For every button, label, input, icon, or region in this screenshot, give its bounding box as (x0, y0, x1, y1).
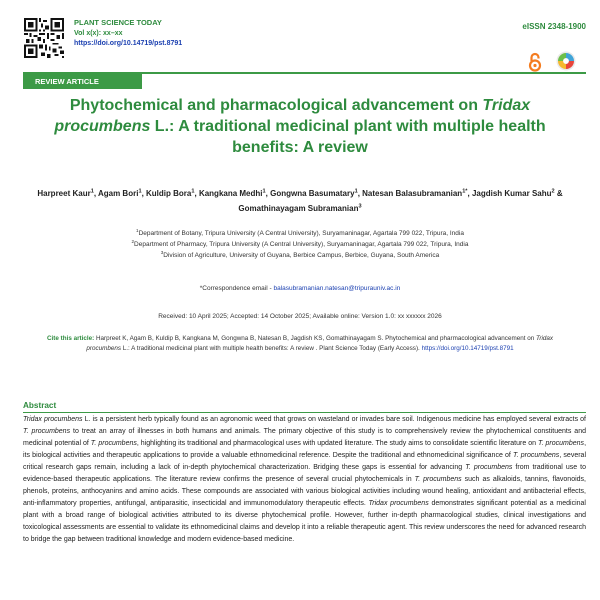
citation-species: Tridax procumbens (86, 335, 553, 352)
author: Kuldip Bora$^1$, (146, 188, 199, 198)
abstract-divider (23, 412, 586, 413)
correspondence-email-link[interactable]: balasubramanian.natesan@tripurauniv.ac.in (273, 285, 401, 292)
affiliation: $^1$Department of Botany, Tripura University (A Central University), Suryamaninagar, Agartala 799 022, Tripura, India (136, 227, 464, 237)
publication-dates: Received: 10 April 2025; Accepted: 14 October 2025; Available online: Version 1.0: xx xxxxxx 2026 (158, 313, 442, 320)
affiliation: $^2$Department of Pharmacy, Tripura University (A Central University), Suryamaninagar, Agartala 799 022, Tripura, India (131, 238, 469, 248)
author: Agam Bori$^1$, (97, 188, 147, 198)
title-species: Tridax procumbens (54, 97, 531, 135)
author-list (30, 186, 570, 216)
article-title (20, 95, 580, 158)
author: Gongwna Basumatary$^1$, (270, 188, 363, 198)
journal-doi-link[interactable]: https://doi.org/10.14719/pst.8791 (74, 40, 183, 47)
journal-name: PLANT SCIENCE TODAY (74, 18, 162, 27)
citation-text-2: L.: A traditional medicinal plant with multiple health benefits: A review . Plant Science Today (Early Access). (121, 345, 422, 352)
journal-info (74, 18, 182, 50)
qr-code-icon (24, 18, 64, 58)
title-part-1: Phytochemical and pharmacological advancement on (69, 97, 483, 114)
author: Gomathinayagam Subramanian$^3$ (238, 203, 362, 213)
citation-text-1: Harpreet K, Agam B, Kuldip B, Kangkana M, Gongwna B, Natesan B, Jagdish KS, Gomathinayagam S. Phytochemical and pharmacological advancement on (94, 335, 536, 342)
author: Harpreet Kaur$^1$, (37, 188, 98, 198)
crossmark-icon[interactable] (556, 51, 576, 71)
author: Kangkana Medhi$^1$, (198, 188, 271, 198)
open-access-icon[interactable] (528, 52, 542, 72)
affiliation: $^3$Division of Agriculture, University of Guyana, Berbice Campus, Berbice, Guyana, South America (160, 249, 440, 259)
eissn-label: eISSN 2348-1900 (522, 22, 586, 31)
abstract-heading: Abstract (23, 401, 57, 410)
correspondence-label: *Correspondence email - (199, 285, 272, 292)
citation-block (40, 334, 560, 354)
author: Natesan Balasubramanian$^{1*}$, (362, 188, 472, 198)
abstract-body: Tridax procumbens L. is a persistent herb typically found as an agronomic weed that grows on wasteland or invades bare soil. Indigenous medicine has employed several extracts of T. procumbens to treat an array of illnesses in both humans and animals. The primary objective of this study is to comprehensively review the phytochemical constituents and medicinal potential of T. procumbens, highlighting its traditional and pharmacological uses with updated literature. The study aims to consolidate scientific literature on T. procumbens, its biological activities and therapeutic applications to provide a valuable ethnomedicinal reference. Despite the traditional and ethnomedicinal significance of T. procumbens, several critical research gaps remain, including a lack of in-depth phytochemical characterization. Bridging these gaps is essential for advancing T. procumbens from traditional use to evidence-based therapeutic applications. The literature review confirms the presence of several crucial phytochemicals in T. procumbens such as alkaloids, tannins, flavonoids, phenols, proteins, anthocyanins and amino acids. These compounds are associated with various biological activities including wound healing, antioxidant and antibacterial effects, anti-inflammatory properties, antifungal, antiparasitic, insecticidal and immunomodulatory therapeutic effects. Tridax procumbens demonstrates significant potential as a medicinal plant with a broad range of biological activities attributed to its diverse phytochemical profile. However, further in-depth pharmacological studies, clinical investigations and toxicological assessments are essential to validate its ethnomedicinal claims and develop it into a reliable therapeutic agent. This review underscores the need for advanced research to bridge the gap between traditional knowledge and modern evidence-based medicine. (23, 416, 587, 543)
title-part-2: L.: A traditional medicinal plant with multiple health benefits: A review (150, 118, 546, 156)
affiliations (70, 228, 530, 261)
correspondence (60, 285, 540, 292)
citation-doi-link[interactable]: https://doi.org/10.14719/pst.8791 (421, 345, 514, 352)
author: Jagdish Kumar Sahu$^2$ & (471, 188, 563, 198)
citation-label: Cite this article: (46, 335, 95, 342)
journal-volume: Vol x(x): xx–xx (74, 29, 123, 37)
article-type-badge: REVIEW ARTICLE (23, 74, 142, 89)
